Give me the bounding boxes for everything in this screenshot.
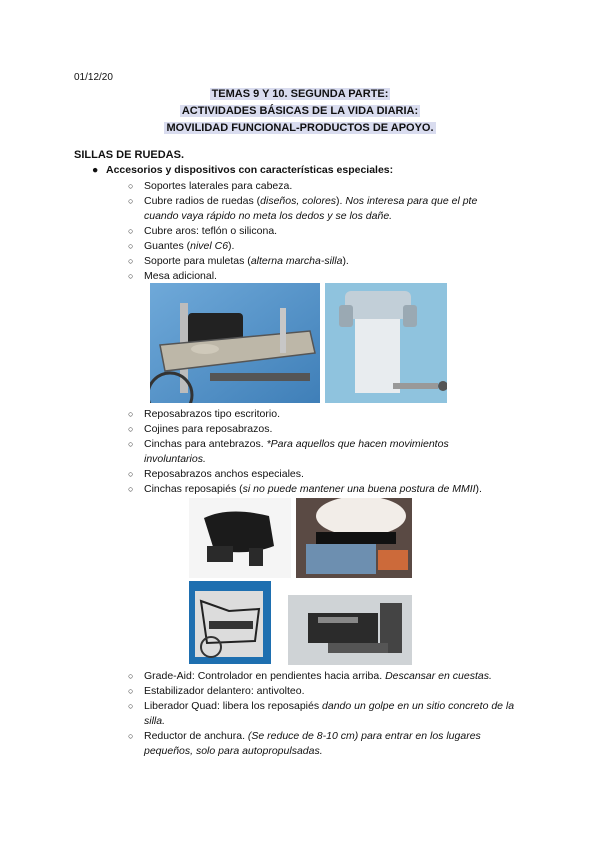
list-item: ○ Reposabrazos anchos especiales.	[128, 467, 508, 482]
list-item: ○ Cinchas reposapiés (si no puede mantener una buena postura de MMII).	[128, 482, 508, 497]
accessories-list-2	[128, 407, 508, 497]
list-item: ○ Estabilizador delantero: antivolteo.	[128, 684, 523, 699]
list-item: ○ Reposabrazos tipo escritorio.	[128, 407, 508, 422]
list-item: ○ Liberador Quad: libera los reposapiés dando un golpe en un sitio concreto de la silla.	[128, 699, 523, 729]
document-date: 01/12/20	[74, 72, 113, 83]
list-item: ○ Soportes laterales para cabeza.	[128, 179, 508, 194]
document-title	[0, 86, 600, 137]
title-line-1: TEMAS 9 Y 10. SEGUNDA PARTE:	[211, 88, 389, 100]
footrest-strap-photo	[189, 581, 271, 664]
forearm-strap-photo	[296, 498, 412, 578]
list-item: ○ Guantes (nivel C6).	[128, 239, 508, 254]
wheelchair-tray-photo	[150, 283, 320, 403]
section-heading: SILLAS DE RUEDAS.	[74, 149, 185, 161]
title-line-2: ACTIVIDADES BÁSICAS DE LA VIDA DIARIA:	[181, 105, 419, 117]
list-item: ○ Cubre radios de ruedas (diseños, colores). Nos interesa para que el pte cuando vaya rápido no meta los dedos y se los dañe.	[128, 194, 508, 224]
list-item: ○ Mesa adicional.	[128, 269, 508, 284]
list-item: ○ Cinchas para antebrazos. *Para aquellos que hacen movimientos involuntarios.	[128, 437, 508, 467]
list-item: ○ Cubre aros: teflón o silicona.	[128, 224, 508, 239]
wheelchair-detail-photo	[288, 595, 412, 665]
list-item: ○ Reductor de anchura. (Se reduce de 8-10 cm) para entrar en los lugares pequeños, solo para autopropulsadas.	[128, 729, 523, 759]
armrest-pad-photo	[189, 498, 291, 578]
list-item: ○ Grade-Aid: Controlador en pendientes hacia arriba. Descansar en cuestas.	[128, 669, 523, 684]
head-support-photo	[325, 283, 447, 403]
bullet-heading	[92, 164, 393, 176]
list-item: ○ Cojines para reposabrazos.	[128, 422, 508, 437]
bullet-heading-text: Accesorios y dispositivos con características especiales:	[106, 164, 394, 176]
list-item: ○ Soporte para muletas (alterna marcha-silla).	[128, 254, 508, 269]
title-line-3: MOVILIDAD FUNCIONAL-PRODUCTOS DE APOYO.	[166, 122, 434, 134]
accessories-list-1	[128, 179, 508, 284]
accessories-list-3	[128, 669, 523, 759]
bullet-dot: ●	[92, 164, 99, 176]
